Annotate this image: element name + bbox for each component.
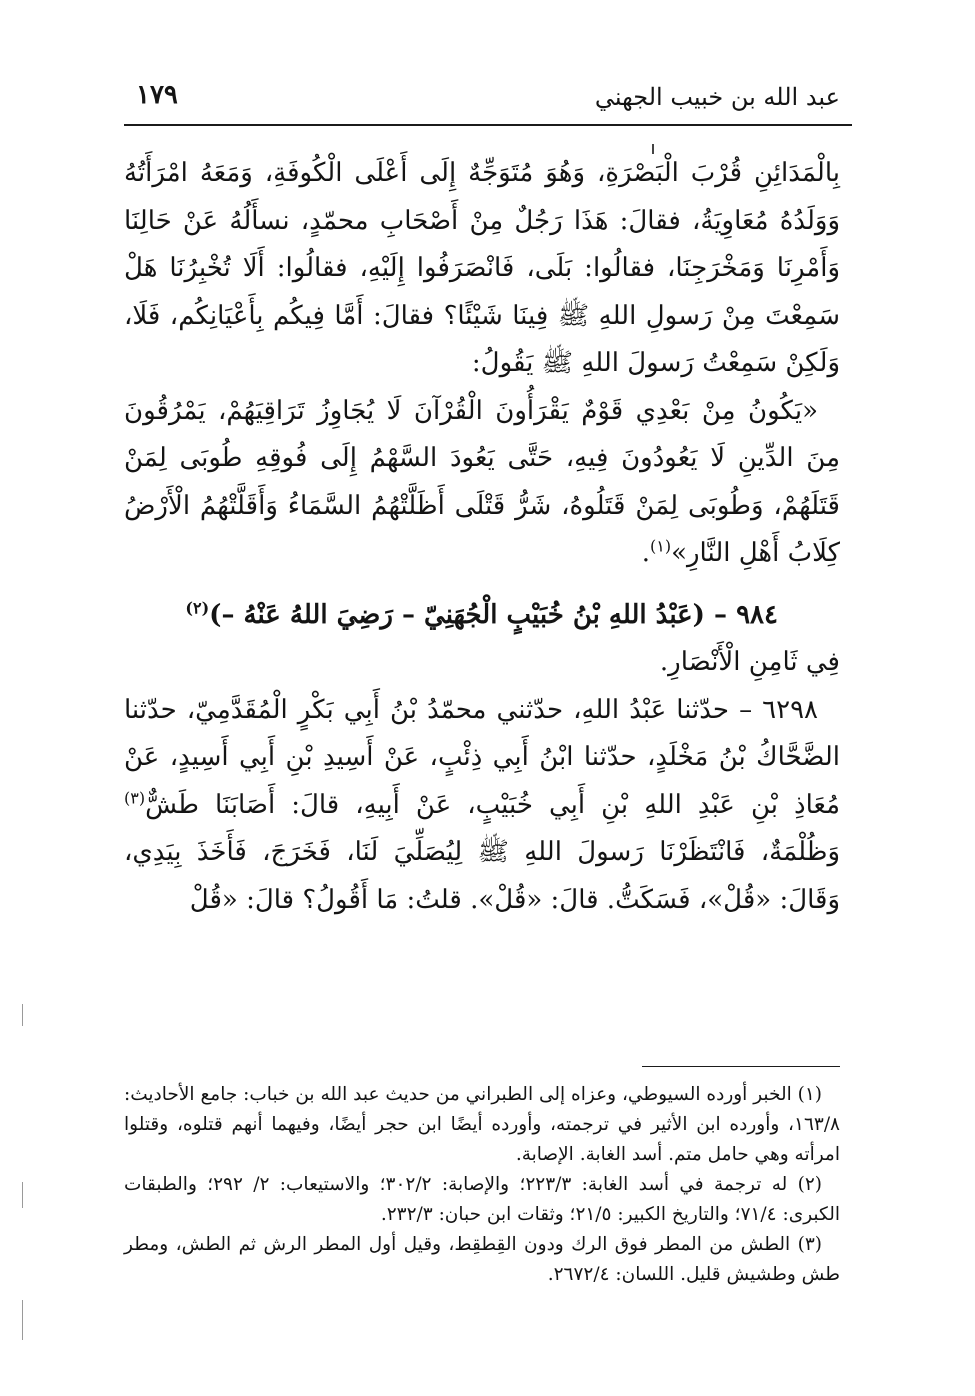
- paragraph-narration: بِالْمَدَائِنِ قُرْبَ الْبَصْرَةِ، وَهُوَ مُتَوَجِّهٌ إِلَى أَعْلَى الْكُوفَةِ، وَمَعَهُ امْرَأَتُهُ وَوَلَدُهُ مُعَاوِيَةُ، فقالَ: هَذَا رَجُلٌ مِنْ أَصْحَابِ محمّدٍ، نسأَلُهُ عَنْ حَالِنَا وَأَمْرِنَا وَمَخْرَجِنَا، فقالُوا: بَلَى، فَانْصَرَفُوا إِلَيْهِ، فقالُوا: أَلَا تُخْبِرُنَا هَلْ سَمِعْتَ مِنْ رَسولِ اللهِ ﷺ فِينَا شَيْئًا؟ فقالَ: أَمَّا فِيكُم بِأَعْيَانِكُم، فَلَا، وَلَكِنْ سَمِعْتُ رَسولَ اللهِ ﷺ يَقُولُ:: [124, 158, 840, 378]
- footnote-1: (١) الخبر أورده السيوطي، وعزاه إلى الطبراني من حديث عبد الله بن خباب: جامع الأحاديث: ١٦٣/٨، وأورده ابن الأثير في ترجمته، وأورده أيضًا ابن حجر أيضًا، وفيهما أنهم قتلوه، وقتلوا امرأته وهي حامل متم. أسد الغابة. الإصابة.: [124, 1084, 840, 1165]
- footnote-ref-3[interactable]: (٣): [124, 787, 146, 807]
- footnote-ref-1[interactable]: (١): [650, 536, 672, 556]
- hadith-text: «يَكُونُ مِنْ بَعْدِي قَوْمٌ يَقْرَأُونَ الْقُرْآنَ لَا يُجَاوِزُ تَرَاقِيَهُمْ، يَمْرُقُونَ مِنَ الدِّينِ لَا يَعُودُونَ فِيهِ، حَتَّى يَعُودَ السَّهْمُ إِلَى فُوقِهِ طُوبَى لِمَنْ قَتَلَهُمْ، وَطُوبَى لِمَنْ قَتَلُوهُ، شَرُّ قَتْلَى أَظَلَّتْهُمُ السَّمَاءُ وَأَقَلَّتْهُمُ الْأَرْضُ كِلَابُ أَهْلِ النَّارِ»: [124, 395, 840, 568]
- footnotes: [124, 1080, 840, 1290]
- hadith-end: .: [641, 538, 650, 568]
- section-heading: [124, 592, 840, 640]
- main-text: [124, 150, 840, 924]
- scan-margin-mark: [22, 1300, 23, 1340]
- isnad-continuation: وَظُلْمَةٌ، فَانْتَظَرْنَا رَسولَ اللهِ ﷺ لِيُصَلِّيَ لَنَا، فَخَرَجَ، فَأَخَذَ بِيَدِي، وَقَالَ: «قُلْ»، فَسَكَتُّ. قالَ: «قُلْ». قلتُ: مَا أَقُولُ؟ قالَ: «قُلْ: [124, 837, 840, 915]
- section-subtitle: فِي ثَامِنِ الْأَنْصَارِ.: [659, 647, 840, 677]
- isnad-text: ٦٢٩٨ – حدّثنا عَبْدُ اللهِ، حدّثني محمّدُ بْنُ أَبِي بَكْرٍ الْمُقَدَّمِيّ، حدّثنا الضَّحَّاكُ بْنُ مَخْلَدٍ، حدّثنا ابْنُ أَبِي ذِئْبٍ، عَنْ أَسِيدِ بْنِ أَبِي أَسِيدٍ، عَنْ مُعَاذِ بْنِ عَبْدِ اللهِ بْنِ أَبِي خُبَيْبٍ، عَنْ أَبِيهِ، قالَ: أَصَابَنَا طَشٌّ: [124, 694, 840, 820]
- footnote-rule: [642, 1066, 840, 1067]
- page-header: [124, 72, 850, 124]
- footnote-3: (٣) الطش من المطر فوق الرك ودون القِطقِط، وقيل أول المطر الرش ثم الطش، ومطر طش وطشيش قليل. اللسان: ٢٦٧٢/٤.: [124, 1234, 840, 1285]
- paragraph-isnad: [124, 687, 840, 925]
- running-title: عبد الله بن خبيب الجهني: [594, 83, 840, 111]
- scan-margin-mark: [22, 1004, 23, 1026]
- footnote-ref-2[interactable]: (٢): [185, 597, 210, 617]
- scan-margin-mark: [22, 1182, 23, 1208]
- header-rule: [124, 124, 852, 126]
- section-heading-text: ٩٨٤ – (عَبْدُ اللهِ بْنُ خُبَيْبٍ الْجُهَنِيّ – رَضِيَ اللهُ عَنْهُ –): [209, 599, 778, 630]
- footnote-2: (٢) له ترجمة في أسد الغابة: ٢٢٣/٣؛ والإصابة: ٣٠٢/٢؛ والاستيعاب: ٢/ ٢٩٢؛ والطبقات الكبرى: ٧١/٤؛ والتاريخ الكبير: ٢١/٥؛ وثقات ابن حبان: ٢٣٢/٣.: [124, 1174, 840, 1225]
- paragraph-hadith: [124, 388, 840, 578]
- page-number: ١٧٩: [136, 80, 178, 110]
